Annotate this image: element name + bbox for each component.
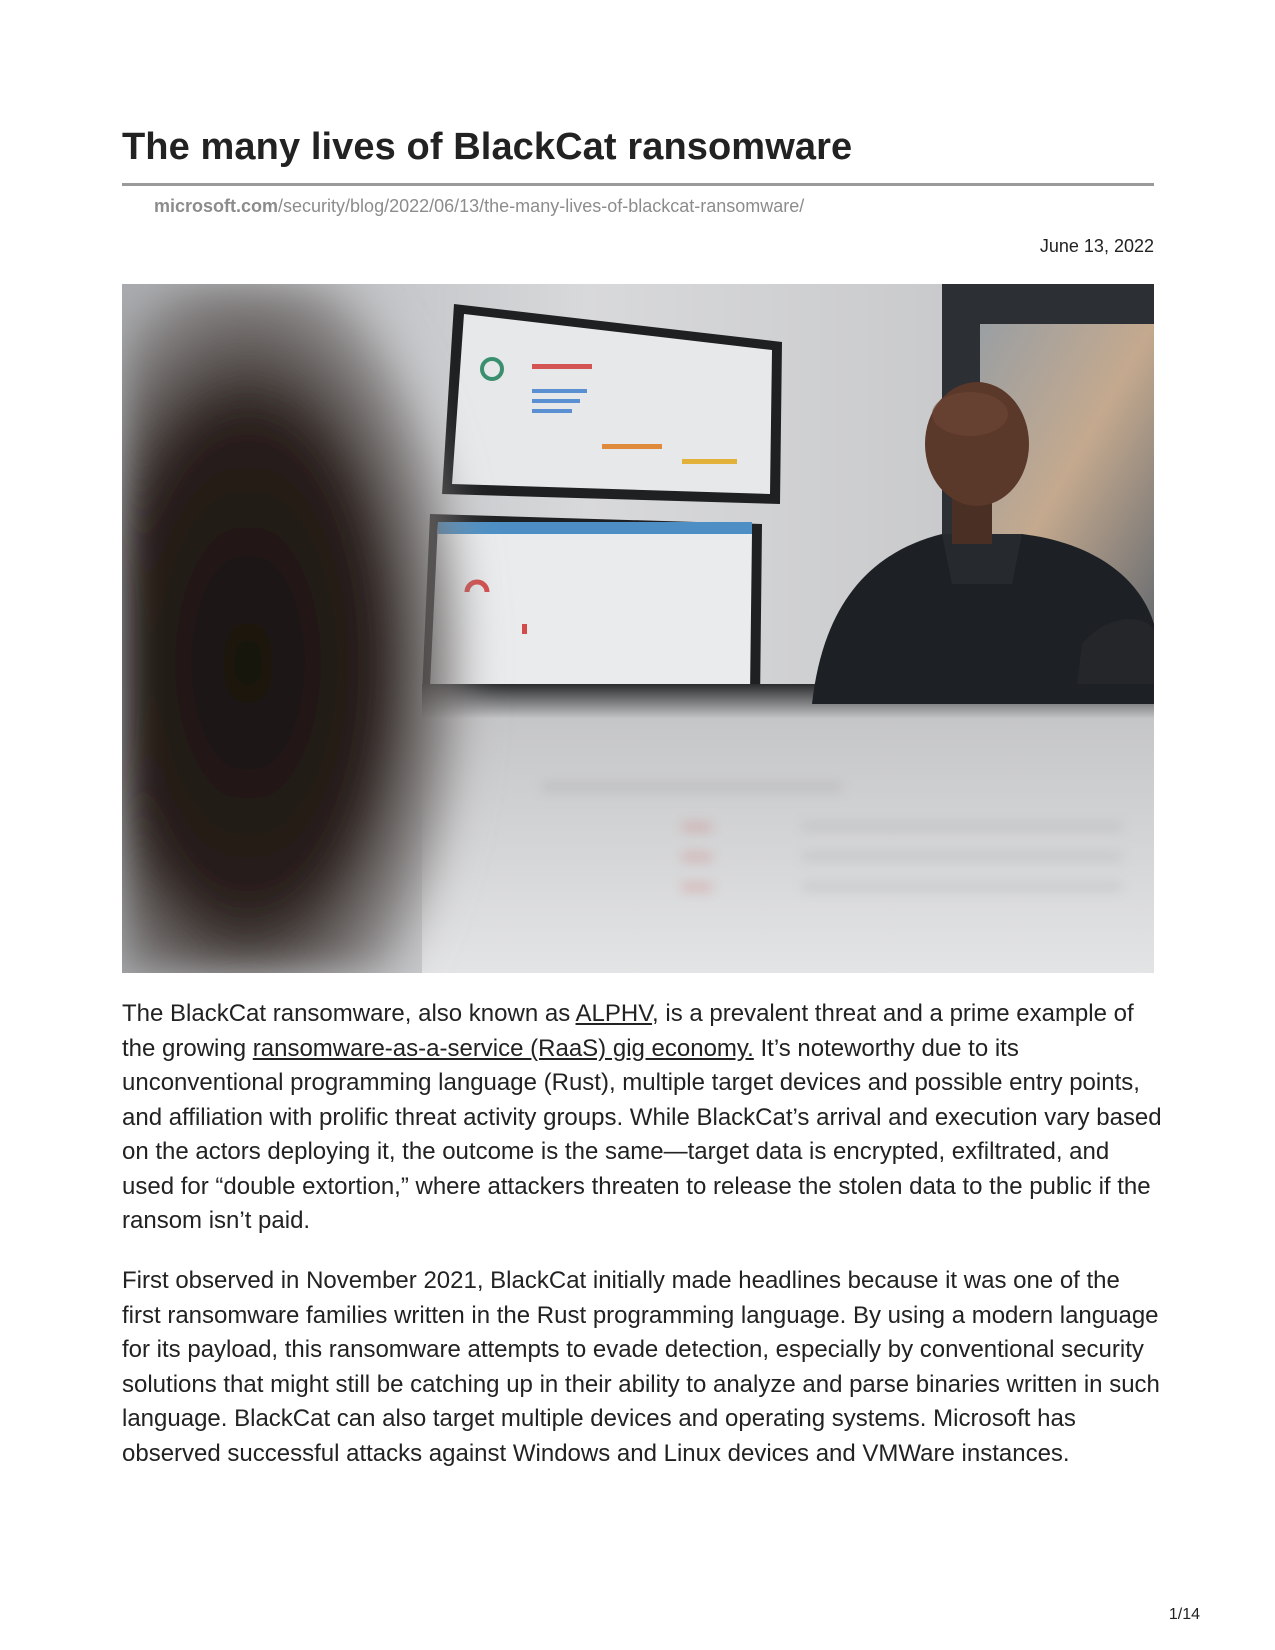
paragraph-1-text-b: , is a prevalent threat and a prime example of the growing (122, 1000, 1134, 1062)
paragraph-1-text-a: The BlackCat ransomware, also known as (122, 1000, 576, 1027)
paragraph-1 (122, 997, 1162, 1239)
article-title: The many lives of BlackCat ransomware (122, 126, 853, 168)
page-number: 1/14 (1168, 1606, 1200, 1623)
hero-image (122, 284, 1154, 973)
source-path: /security/blog/2022/06/13/the-many-lives-of-blackcat-ransomware/ (278, 196, 805, 216)
paragraph-1-text-c: It’s noteworthy due to its unconventional programming language (Rust), multiple target devices and possible entry points, and affiliation with prolific threat activity groups. While BlackCat’s arrival and execution vary based on the actors deploying it, the outcome is the same—target data is encrypted, exfiltrated, and used for “double extortion,” where attackers threaten to release the stolen data to the public if the ransom isn’t paid. (122, 1034, 1162, 1234)
source-domain: microsoft.com (154, 196, 279, 216)
paragraph-2: First observed in November 2021, BlackCat initially made headlines because it was one of the first ransomware families written in the Rust programming language. By using a modern language for its payload, this ransomware attempts to evade detection, especially by conventional security solutions that might still be catching up in their ability to analyze and parse binaries written in such language. BlackCat can also target multiple devices and operating systems. Microsoft has observed successful attacks against Windows and Linux devices and VMWare instances. (122, 1267, 1160, 1467)
photo-security-analyst-at-monitors-icon (122, 284, 1154, 973)
source-url[interactable] (154, 196, 804, 217)
alphv-link[interactable]: ALPHV (575, 1000, 653, 1027)
raas-gig-economy-link[interactable]: ransomware-as-a-service (RaaS) gig economy. (252, 1034, 754, 1062)
publish-date: June 13, 2022 (1039, 236, 1154, 256)
title-divider (122, 183, 1154, 186)
